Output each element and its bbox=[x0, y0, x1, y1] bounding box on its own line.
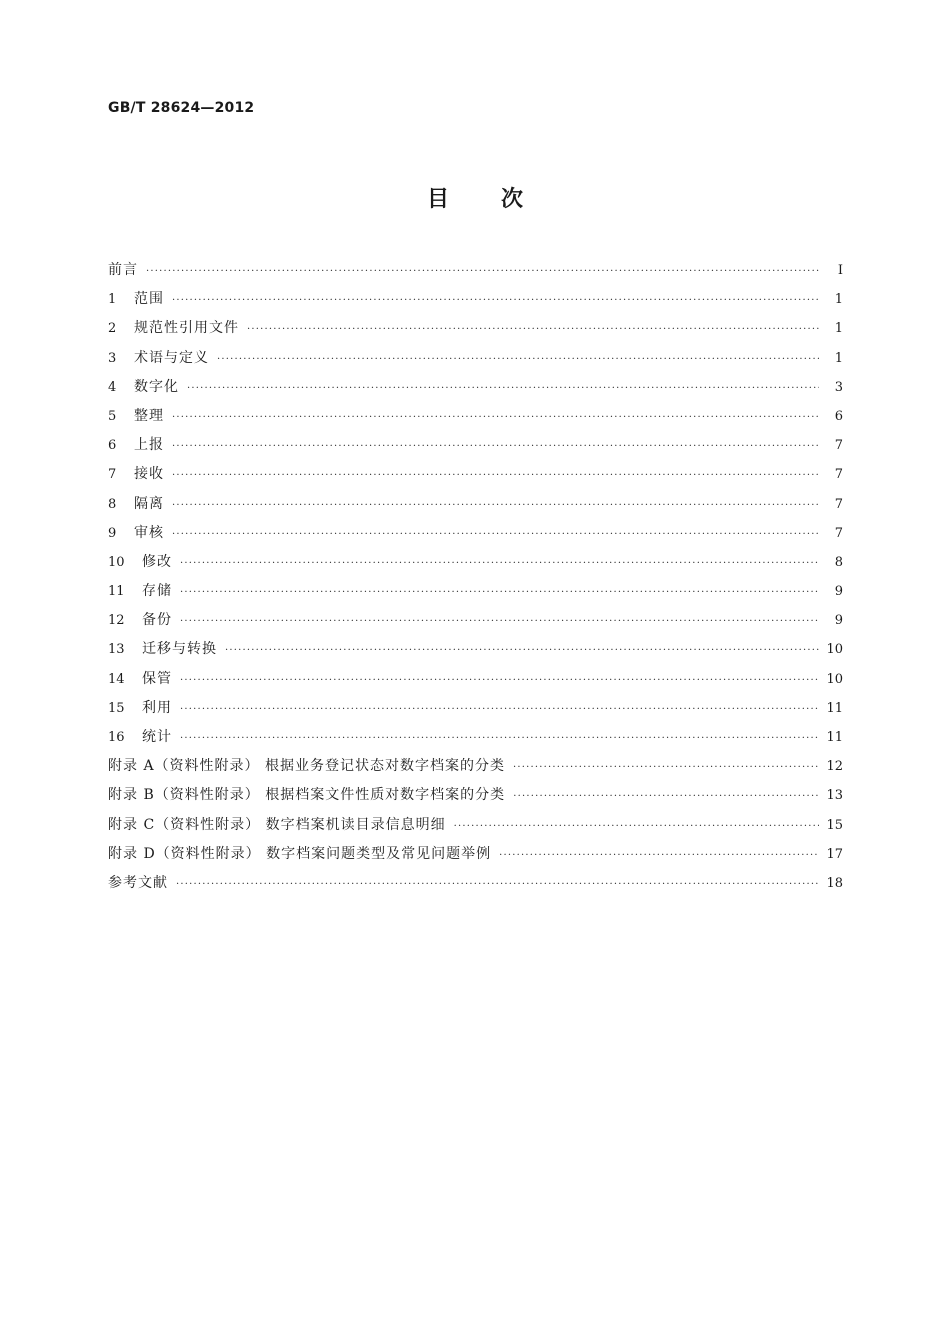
toc-entry-label: 术语与定义 bbox=[134, 349, 209, 366]
toc-entry-number: 16 bbox=[108, 730, 125, 745]
toc-leader-dots bbox=[172, 494, 819, 518]
toc-leader-dots bbox=[247, 318, 819, 342]
toc-entry[interactable] bbox=[108, 492, 843, 521]
toc-leader-dots bbox=[180, 698, 819, 722]
toc-entry-page: 9 bbox=[834, 584, 843, 600]
toc-entry-page: 11 bbox=[826, 730, 843, 745]
table-of-contents bbox=[108, 258, 843, 900]
toc-entry-number: 8 bbox=[108, 496, 117, 512]
toc-entry-label: 参考文献 bbox=[108, 874, 168, 891]
toc-entry-page: 8 bbox=[834, 554, 843, 570]
toc-entry-page: 15 bbox=[826, 817, 843, 833]
standard-code: GB/T 28624—2012 bbox=[108, 100, 255, 116]
toc-leader-dots bbox=[176, 873, 819, 897]
toc-entry-page: 9 bbox=[834, 613, 843, 629]
toc-entry-number: 3 bbox=[108, 350, 117, 366]
toc-entry[interactable] bbox=[108, 258, 843, 287]
toc-entry-label: 统计 bbox=[142, 729, 172, 745]
toc-entry-page: 7 bbox=[834, 438, 843, 454]
toc-entry-label: 附录 B（资料性附录） 根据档案文件性质对数字档案的分类 bbox=[108, 787, 506, 804]
toc-leader-dots bbox=[225, 639, 819, 663]
toc-entry-label: 存储 bbox=[142, 583, 172, 600]
toc-leader-dots bbox=[172, 406, 819, 430]
toc-entry-page: 7 bbox=[834, 496, 843, 512]
toc-entry-page: 10 bbox=[826, 642, 843, 658]
toc-entry-label: 范围 bbox=[134, 291, 164, 308]
toc-entry-number: 14 bbox=[108, 671, 125, 687]
toc-entry-label: 隔离 bbox=[134, 495, 164, 512]
toc-leader-dots bbox=[217, 348, 819, 372]
toc-leader-dots bbox=[180, 552, 819, 576]
toc-entry[interactable] bbox=[108, 550, 843, 579]
toc-entry[interactable] bbox=[108, 462, 843, 491]
toc-entry[interactable] bbox=[108, 579, 843, 608]
toc-entry-label: 利用 bbox=[142, 699, 172, 716]
toc-entry-page: 7 bbox=[834, 525, 843, 541]
toc-entry-label: 迁移与转换 bbox=[142, 641, 217, 658]
toc-entry-page: 7 bbox=[834, 467, 843, 483]
toc-entry-label: 规范性引用文件 bbox=[134, 320, 239, 337]
toc-entry-page: 10 bbox=[826, 671, 843, 687]
toc-entry[interactable] bbox=[108, 871, 843, 900]
toc-entry[interactable] bbox=[108, 433, 843, 462]
page-title: 目次 bbox=[426, 187, 575, 212]
toc-entry-label: 附录 C（资料性附录） 数字档案机读目录信息明细 bbox=[108, 816, 446, 833]
toc-entry-label: 上报 bbox=[134, 437, 164, 454]
toc-entry[interactable] bbox=[108, 608, 843, 637]
toc-entry-page: 11 bbox=[826, 700, 843, 716]
toc-leader-dots bbox=[513, 756, 819, 780]
toc-entry-page: 1 bbox=[834, 321, 843, 337]
toc-entry-label: 附录 D（资料性附录） 数字档案问题类型及常见问题举例 bbox=[108, 845, 492, 862]
toc-entry-appendix[interactable] bbox=[108, 783, 843, 812]
toc-entry[interactable] bbox=[108, 316, 843, 345]
toc-entry[interactable] bbox=[108, 696, 843, 725]
toc-entry-appendix[interactable] bbox=[108, 813, 843, 842]
toc-entry-page: Ⅰ bbox=[837, 263, 843, 278]
toc-entry-label: 修改 bbox=[142, 553, 172, 570]
toc-entry[interactable] bbox=[108, 667, 843, 696]
toc-entry-number: 6 bbox=[108, 438, 117, 454]
toc-entry-page: 17 bbox=[826, 846, 843, 862]
toc-entry-number: 7 bbox=[108, 467, 117, 483]
toc-entry[interactable] bbox=[108, 287, 843, 316]
toc-entry-page: 6 bbox=[834, 408, 843, 424]
toc-entry-label: 保管 bbox=[142, 670, 172, 687]
toc-leader-dots bbox=[454, 815, 819, 839]
toc-leader-dots bbox=[172, 464, 819, 488]
toc-entry-page: 12 bbox=[826, 759, 843, 775]
toc-entry-label: 附录 A（资料性附录） 根据业务登记状态对数字档案的分类 bbox=[108, 758, 506, 775]
toc-leader-dots bbox=[513, 785, 819, 809]
toc-entry-number: 1 bbox=[108, 292, 117, 308]
toc-leader-dots bbox=[180, 610, 819, 634]
toc-leader-dots bbox=[499, 844, 819, 868]
toc-entry-page: 1 bbox=[834, 350, 843, 366]
toc-leader-dots bbox=[172, 289, 819, 313]
toc-entry-page: 1 bbox=[834, 292, 843, 308]
toc-entry-appendix[interactable] bbox=[108, 842, 843, 871]
toc-leader-dots bbox=[180, 581, 819, 605]
toc-leader-dots bbox=[187, 377, 819, 401]
toc-entry[interactable] bbox=[108, 637, 843, 666]
toc-entry[interactable] bbox=[108, 404, 843, 433]
toc-leader-dots bbox=[146, 260, 819, 284]
toc-entry-page: 18 bbox=[826, 875, 843, 891]
toc-entry-label: 备份 bbox=[142, 612, 172, 629]
toc-leader-dots bbox=[180, 669, 819, 693]
toc-entry-page: 3 bbox=[834, 379, 843, 395]
toc-entry[interactable] bbox=[108, 375, 843, 404]
toc-entry-label: 接收 bbox=[134, 466, 164, 483]
toc-entry-number: 13 bbox=[108, 642, 125, 658]
toc-entry-label: 数字化 bbox=[134, 378, 179, 395]
toc-entry[interactable] bbox=[108, 725, 843, 754]
toc-entry-label: 整理 bbox=[134, 407, 164, 424]
toc-entry-number: 15 bbox=[108, 700, 125, 716]
toc-leader-dots bbox=[180, 727, 819, 751]
toc-entry-number: 2 bbox=[108, 321, 117, 337]
toc-entry-number: 12 bbox=[108, 613, 125, 629]
toc-entry-number: 5 bbox=[108, 408, 117, 424]
toc-entry-number: 10 bbox=[108, 554, 125, 570]
toc-entry-label: 前言 bbox=[108, 262, 138, 278]
toc-entry[interactable] bbox=[108, 346, 843, 375]
toc-entry-label: 审核 bbox=[134, 524, 164, 541]
toc-entry-page: 13 bbox=[826, 788, 843, 804]
toc-leader-dots bbox=[172, 435, 819, 459]
toc-entry-number: 4 bbox=[108, 379, 117, 395]
toc-entry-number: 11 bbox=[108, 584, 125, 600]
toc-entry-number: 9 bbox=[108, 525, 117, 541]
toc-entry-appendix[interactable] bbox=[108, 754, 843, 783]
toc-leader-dots bbox=[172, 523, 819, 547]
toc-entry[interactable] bbox=[108, 521, 843, 550]
